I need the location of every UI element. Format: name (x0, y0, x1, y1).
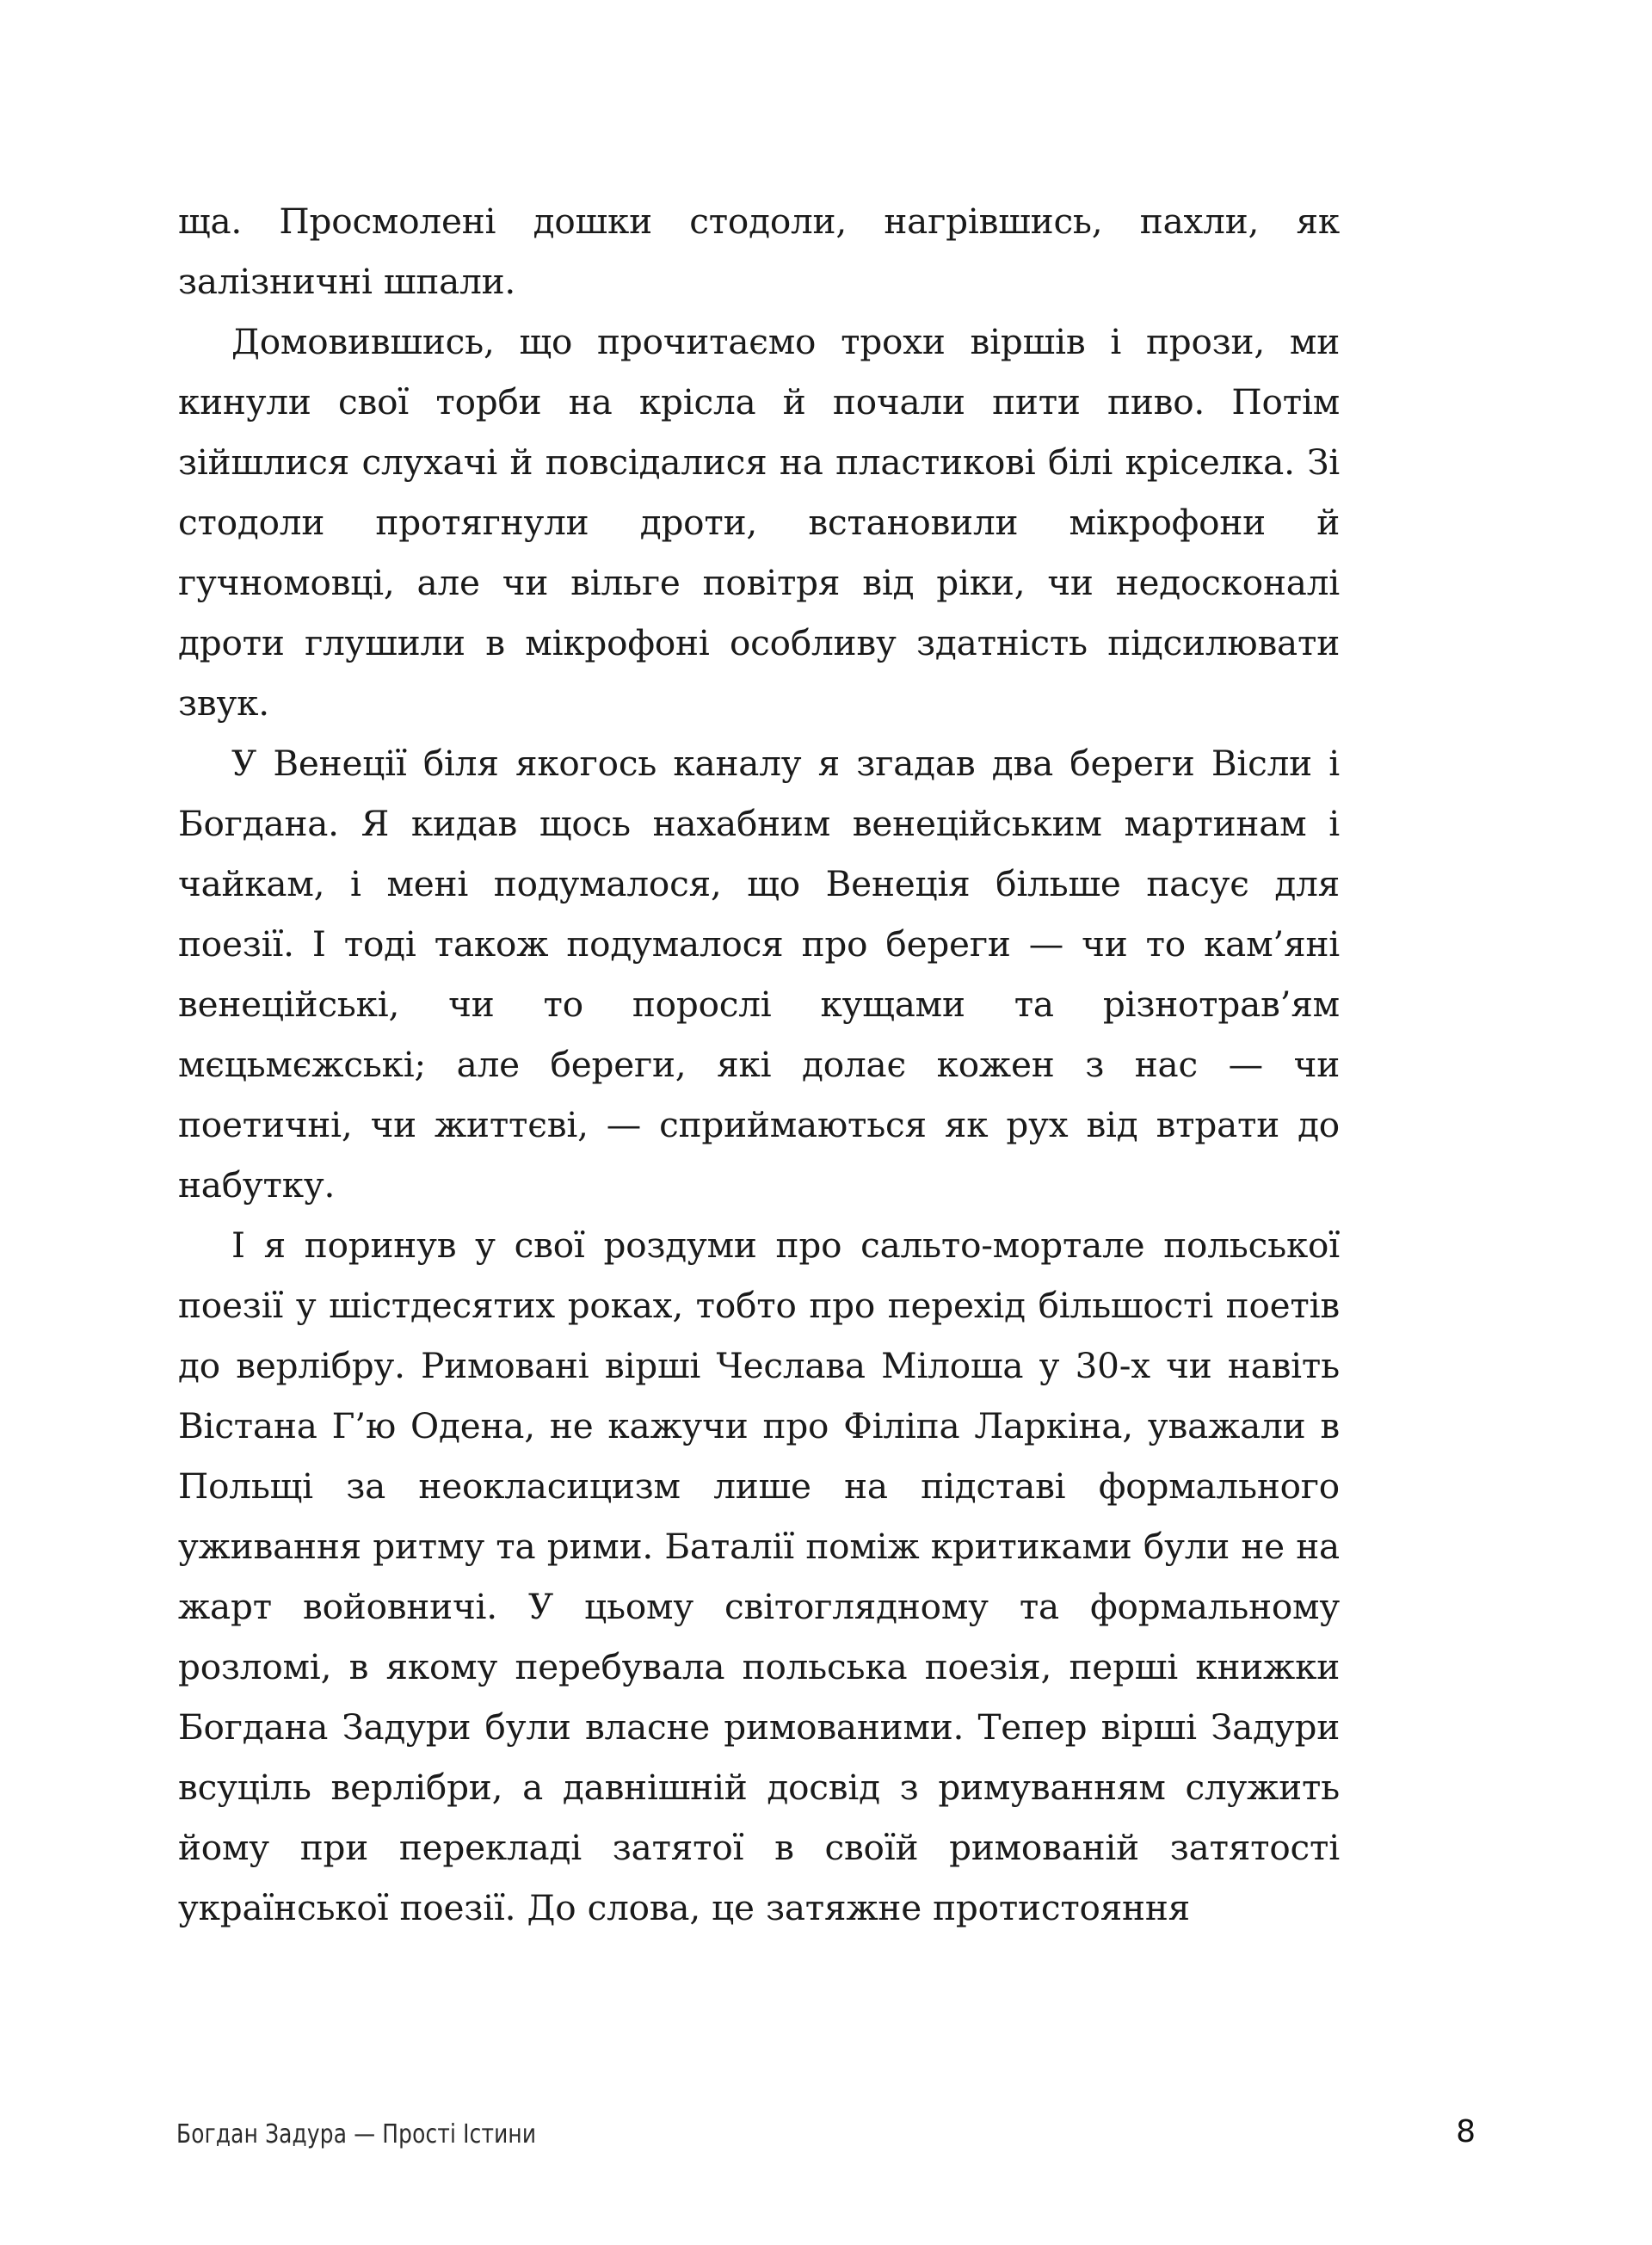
page-footer (0, 2107, 1652, 2245)
page-body-text (178, 191, 1340, 1938)
paragraph-3: У Венеції біля якогось каналу я згадав два береги Вісли і Богдана. Я кидав щось нахабним венеційським мартинам і чайкам, і мені подумалося, що Венеція більше пасує для поезії. І тоді також подумалося про береги — чи то кам’яні венеційські, чи то порослі кущами та різнотрав’ям мєцьмєжські; але береги, які долає кожен з нас — чи поетичні, чи життєві, — сприймаються як рух від втрати до набутку. (178, 743, 1340, 1206)
paragraph-2: Домовившись, що прочитаємо трохи віршів і прози, ми кинули свої торби на крісла й почали пити пиво. Потім зійшлися слухачі й повсідалися на пластикові білі кріселка. Зі стодоли протягнули дроти, встановили мікрофони й гучномовці, але чи вільге повітря від ріки, чи недосконалі дроти глушили в мікрофоні особливу здатність підсилювати звук. (178, 321, 1340, 724)
paragraph-4: І я поринув у свої роздуми про сальто-мортале польської поезії у шістдесятих роках, тобто про перехід більшості поетів до верлібру. Римовані вірші Чеслава Мілоша у 30-х чи навіть Вістана Г’ю Одена, не кажучи про Філіпа Ларкіна, уважали в Польщі за неокласицизм лише на підставі формального уживання ритму та рими. Баталії поміж критиками були не на жарт войовничі. У цьому світоглядному та формальному розломі, в якому перебувала польська поезія, перші книжки Богдана Задури були власне римованими. Тепер вірші Задури всуціль верлібри, а давнішній досвід з римуванням служить йому при перекладі затятої в своїй римованій затятості української поезії. До слова, це затяжне протистояння (178, 1224, 1340, 1928)
paragraph-continued: ща. Просмолені дошки стодоли, нагрівшись, пахли, як залізничні шпали. (178, 200, 1340, 302)
footer-book-title: Богдан Задура — Прості Істини (176, 2119, 537, 2149)
page-number: 8 (1456, 2114, 1476, 2149)
